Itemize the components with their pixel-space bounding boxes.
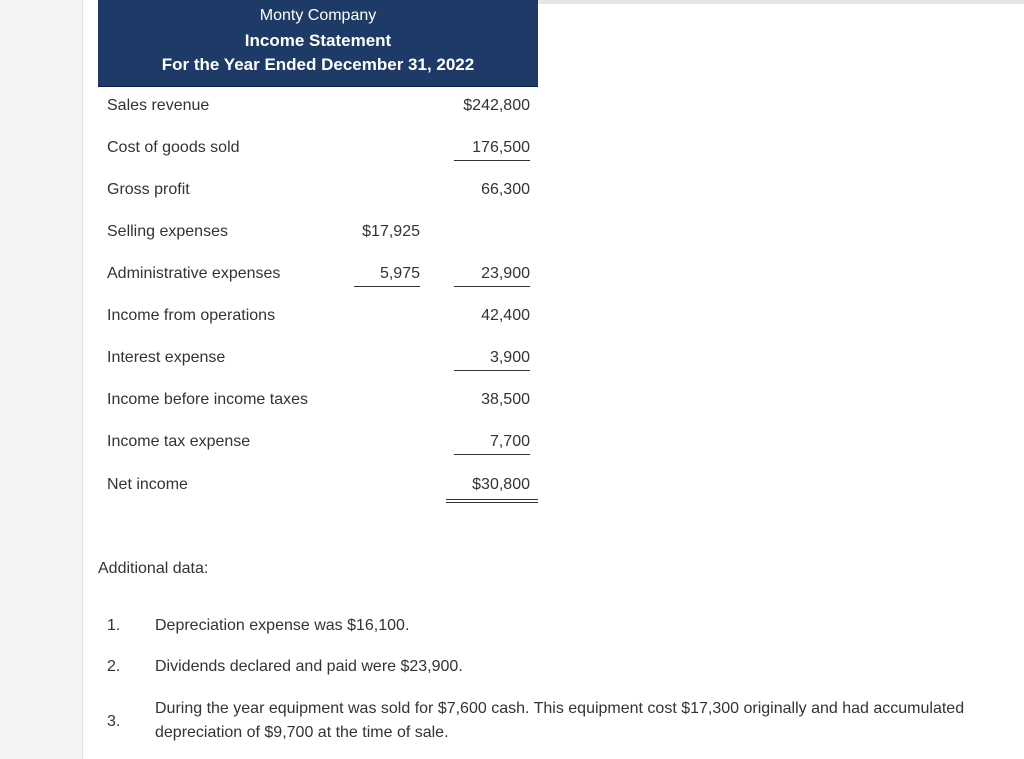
row-label: Cost of goods sold bbox=[107, 139, 240, 156]
row-total: 66,300 bbox=[481, 181, 530, 198]
note-text: During the year equipment was sold for $7,600 cash. This equipment cost $17,300 originally and had accumulated depreciation of $9,700 at the time of sale. bbox=[155, 700, 965, 741]
statement-header bbox=[98, 0, 538, 87]
row-total: $242,800 bbox=[463, 97, 530, 114]
row-label: Income before income taxes bbox=[107, 391, 308, 408]
note-text: Dividends declared and paid were $23,900. bbox=[155, 658, 463, 675]
row-selling-expenses bbox=[98, 213, 538, 255]
row-label: Net income bbox=[107, 476, 188, 493]
row-label: Income tax expense bbox=[107, 433, 251, 450]
row-income-from-operations bbox=[98, 297, 538, 339]
row-total: 7,700 bbox=[454, 433, 530, 455]
top-divider bbox=[538, 0, 1024, 4]
row-cost-of-goods-sold bbox=[98, 129, 538, 171]
row-subtotal: 5,975 bbox=[354, 265, 420, 287]
note-text: Depreciation expense was $16,100. bbox=[155, 617, 410, 634]
row-income-tax-expense bbox=[98, 423, 538, 465]
row-interest-expense bbox=[98, 339, 538, 381]
statement-period: For the Year Ended December 31, 2022 bbox=[161, 55, 475, 74]
row-total: 38,500 bbox=[481, 391, 530, 408]
row-label: Income from operations bbox=[107, 307, 276, 324]
statement-title: Income Statement bbox=[244, 31, 392, 50]
row-label: Interest expense bbox=[107, 349, 226, 366]
note-number: 3. bbox=[107, 713, 121, 730]
row-subtotal: $17,925 bbox=[362, 223, 420, 240]
row-total: 3,900 bbox=[454, 349, 530, 371]
note-number: 2. bbox=[107, 658, 121, 675]
row-label: Administrative expenses bbox=[107, 265, 281, 282]
row-total: 23,900 bbox=[454, 265, 530, 287]
company-name: Monty Company bbox=[259, 7, 377, 24]
additional-data-heading: Additional data: bbox=[98, 560, 209, 577]
row-total: 176,500 bbox=[454, 139, 530, 161]
row-label: Selling expenses bbox=[107, 223, 228, 240]
row-sales-revenue bbox=[98, 87, 538, 129]
row-label: Sales revenue bbox=[107, 97, 210, 114]
row-income-before-taxes bbox=[98, 381, 538, 423]
left-gutter bbox=[0, 0, 83, 759]
row-gross-profit bbox=[98, 171, 538, 213]
row-administrative-expenses bbox=[98, 255, 538, 297]
row-net-income bbox=[98, 466, 538, 508]
row-total: $30,800 bbox=[446, 476, 538, 503]
row-total: 42,400 bbox=[481, 307, 530, 324]
note-number: 1. bbox=[107, 617, 121, 634]
row-label: Gross profit bbox=[107, 181, 190, 198]
